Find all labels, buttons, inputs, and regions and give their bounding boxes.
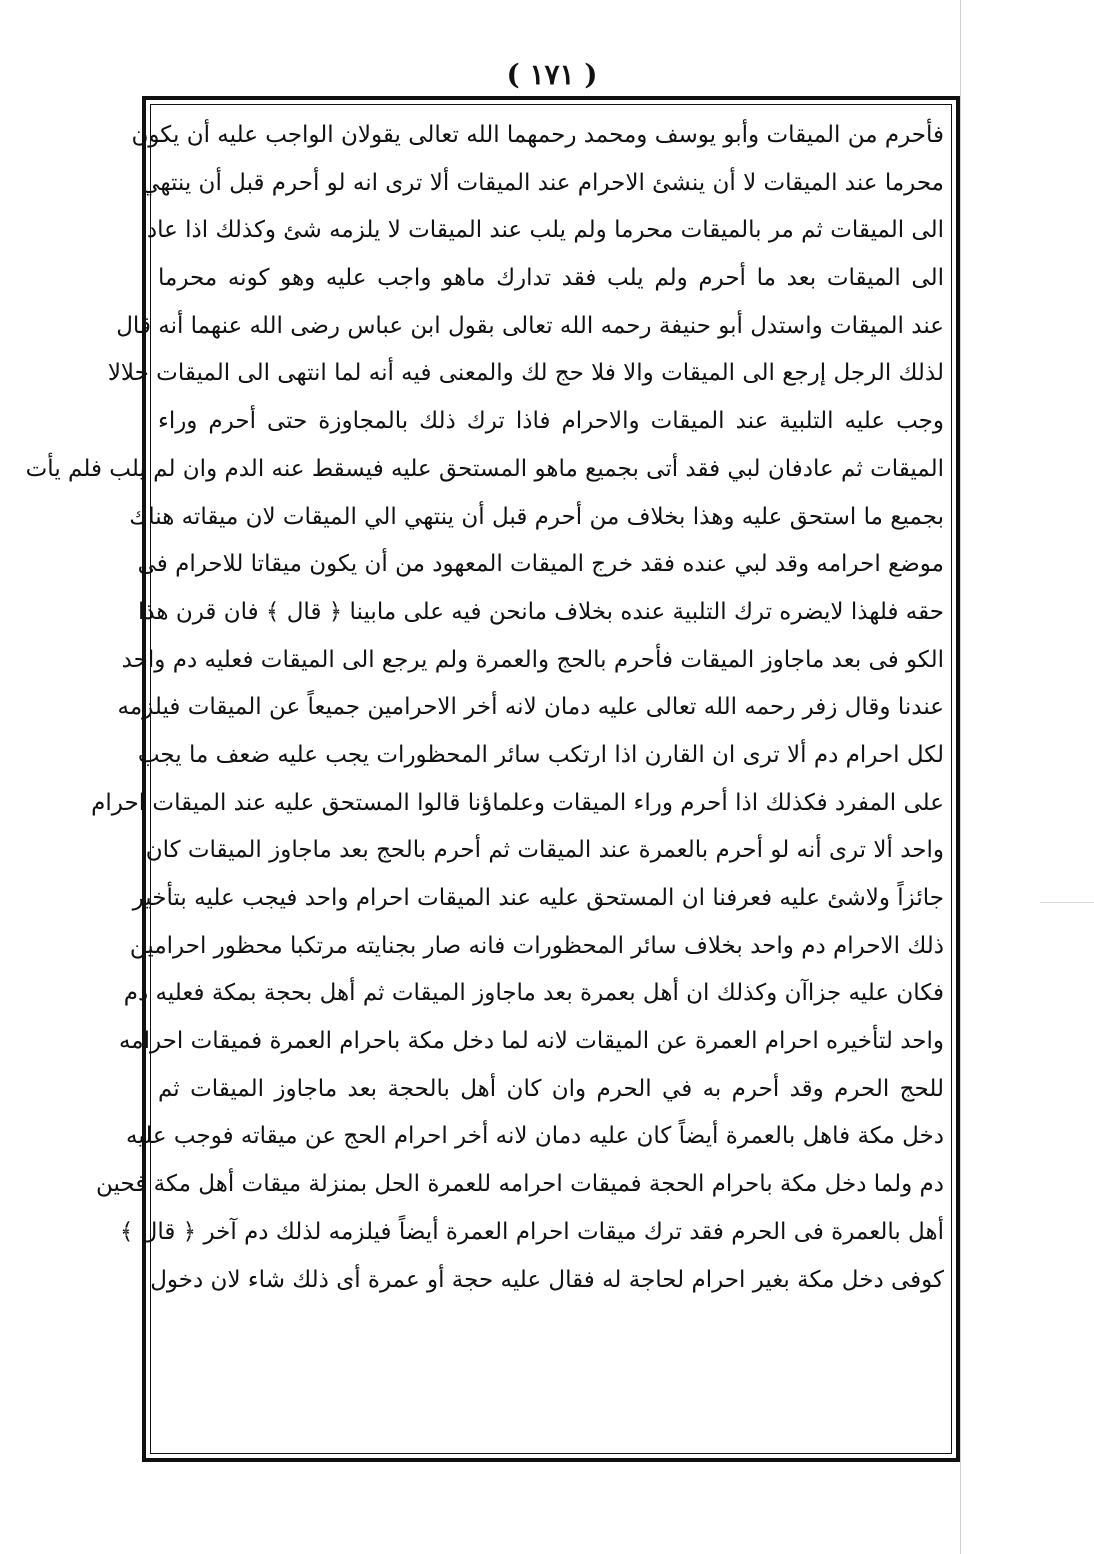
page-number: ( ١٧١ ) [506,58,598,91]
scan-page-edge [960,0,961,1554]
text-line: الى الميقات بعد ما أحرم ولم يلب فقد تدارك ماهو واجب عليه وهو كونه محرما [158,265,944,292]
text-line: ذلك الاحرام دم واحد بخلاف سائر المحظورات فانه صار بجنايته مرتكبا محظور احرامين [129,932,944,959]
text-line: واحد ألا ترى أنه لو أحرم بالعمرة عند الميقات ثم أحرم بالحج بعد ماجاوز الميقات كان [145,837,944,864]
text-line: واحد لتأخيره احرام العمرة عن الميقات لانه لما دخل مكة باحرام العمرة فميقات احرامه [118,1028,944,1055]
scan-artifact-line [1040,902,1094,903]
text-line: دخل مكة فاهل بالعمرة أيضاً كان عليه دمان لانه أخر احرام الحج عن ميقاته فوجب عليه [126,1123,944,1150]
text-line: محرما عند الميقات لا أن ينشئ الاحرام عند الميقات ألا ترى انه لو أحرم قبل أن ينتهي [141,169,944,196]
text-line: لكل احرام دم ألا ترى ان القارن اذا ارتكب سائر المحظورات يجب عليه ضعف ما يجب [137,741,944,768]
body-text [25,112,948,1448]
text-line: دم ولما دخل مكة باحرام الحجة فميقات احرامه للعمرة الحل بمنزلة ميقات أهل مكة فحين [96,1171,944,1198]
text-line: بجميع ما استحق عليه وهذا بخلاف من أحرم قبل أن ينتهي الي الميقات لان ميقاته هناك [129,503,944,530]
text-line: لذلك الرجل إرجع الى الميقات والا فلا حج لك والمعنى فيه أنه لما انتهى الى الميقات حلالا [107,360,944,387]
text-line: الى الميقات ثم مر بالميقات محرما ولم يلب عند الميقات لا يلزمه شئ وكذلك اذا عاد [146,217,944,244]
text-line: على المفرد فكذلك اذا أحرم وراء الميقات وعلماؤنا قالوا المستحق عليه عند الميقات احرام [91,789,944,816]
text-line: موضع احرامه وقد لبي عنده فقد خرج الميقات المعهود من أن يكون ميقاتا للاحرام فى [137,551,944,578]
text-line: حقه فلهذا لايضره ترك التلبية عنده بخلاف مانحن فيه على مابينا ﴿ قال ﴾ فان قرن هذا [137,598,944,625]
text-line: وجب عليه التلبية عند الميقات والاحرام فاذا ترك ذلك بالمجاوزة حتى أحرم وراء [158,408,944,435]
text-line: فكان عليه جزاآن وكذلك ان أهل بعمرة بعد ماجاوز الميقات ثم أهل بحجة بمكة فعليه دم [123,980,944,1007]
text-line: كوفى دخل مكة بغير احرام لحاجة له فقال عليه حجة أو عمرة أى ذلك شاء لان دخول [150,1266,944,1293]
text-line: جائزاً ولاشئ عليه فعرفنا ان المستحق عليه عند الميقات احرام واحد فيجب عليه بتأخير [132,885,944,911]
text-line: للحج الحرم وقد أحرم به في الحرم وان كان أهل بالحجة بعد ماجاوز الميقات ثم [158,1075,944,1102]
text-line: الميقات ثم عادفان لبي فقد أتى بجميع ماهو المستحق عليه فيسقط عنه الدم وان لم يلب فلم يأت [25,455,944,482]
text-line: أهل بالعمرة فى الحرم فقد ترك ميقات احرام العمرة أيضاً فيلزمه لذلك دم آخر ﴿ قال ﴾ [119,1218,944,1245]
text-line: فأحرم من الميقات وأبو يوسف ومحمد رحمهما الله تعالى يقولان الواجب عليه أن يكون [131,122,944,148]
text-line: عند الميقات واستدل أبو حنيفة رحمه الله تعالى بقول ابن عباس رضى الله عنهما أنه قال [116,312,944,339]
text-line: عندنا وقال زفر رحمه الله تعالى عليه دمان لانه أخر الاحرامين جميعاً عن الميقات فيلزمه [117,694,944,721]
text-line: الكو فى بعد ماجاوز الميقات فأحرم بالحج والعمرة ولم يرجع الى الميقات فعليه دم واحد [121,646,944,673]
